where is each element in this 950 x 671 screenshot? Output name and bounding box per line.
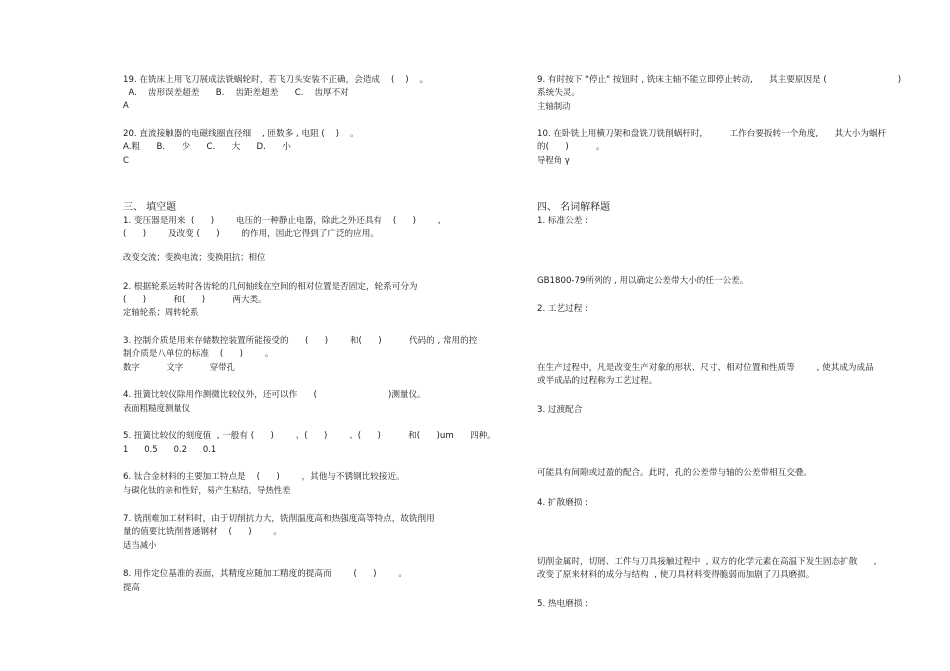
fill4-answer: 表面粗糙度测量仪 bbox=[123, 403, 190, 413]
section3-title: 三、 填空题 bbox=[123, 202, 177, 213]
term3-label: 3. 过渡配合 bbox=[537, 405, 583, 415]
q20-options: A.粗 B. 少 C. 大 D. 小 bbox=[123, 142, 291, 152]
fill8-line1: 8. 用作定位基准的表面，其精度应随加工精度的提高而 ( ) 。 bbox=[123, 569, 407, 579]
fill2-line1: 2. 根据轮系运转时各齿轮的几何轴线在空间的相对位置是否固定，轮系可分为 bbox=[123, 282, 418, 292]
fill6-line1: 6. 钛合金材料的主要加工特点是 ( ) ，其他与不锈钢比较接近。 bbox=[123, 472, 405, 482]
fill7-line2: 量的值要比铣削普通钢材 ( ) 。 bbox=[123, 527, 283, 537]
fill4-line1: 4. 扭簧比较仪除用作测微比较仪外，还可以作 ( )测量仪。 bbox=[123, 390, 426, 400]
fill1-answer: 改变交流；变换电流；变换阻抗；相位 bbox=[123, 252, 266, 262]
q19-options: A. 齿形误差超差 B. 齿距差超差 C. 齿厚不对 bbox=[123, 88, 349, 98]
term4-answer-line1: 切削金属时，切屑、工件与刀具接触过程中 , 双方的化学元素在高温下发生固态扩散 , bbox=[537, 557, 877, 567]
fill5-line1: 5. 扭簧比较仪的刻度值 , 一般有 ( ) 、( ) 、( ) 和( )um 四种。 bbox=[123, 431, 496, 441]
fill3-answer: 数字 文字 穿带孔 bbox=[123, 362, 235, 372]
q20-question: 20. 直流接触器的电磁线圈直径细 , 匝数多 , 电阻 ( ) 。 bbox=[123, 129, 359, 139]
term1-label: 1. 标准公差 : bbox=[537, 216, 588, 226]
fill1-line1: 1. 变压器是用来 ( ) 电压的一种静止电器，除此之外还具有 ( ) , bbox=[123, 216, 441, 226]
q9-question: 9. 有时按下 "停止" 按钮时 , 铣床主轴不能立即停止转动, 其主要原因是 ( ) bbox=[537, 75, 902, 85]
fill6-answer: 与碳化钛的亲和性好，易产生粘结，导热性差 bbox=[123, 485, 291, 495]
term2-answer-line2: 或半成品的过程称为工艺过程。 bbox=[537, 376, 658, 386]
q10-answer: 导程角 γ bbox=[537, 155, 570, 165]
fill1-line2: ( ) 及改变 ( ) 的作用，因此它得到了广泛的应用。 bbox=[123, 229, 379, 239]
term2-answer-line1: 在生产过程中，凡是改变生产对象的形状、尺寸、相对位置和性质等 , 使其成为成品 bbox=[537, 363, 874, 373]
term4-label: 4. 扩散磨损 : bbox=[537, 498, 588, 508]
fill2-answer: 定轴轮系；周转轮系 bbox=[123, 307, 199, 317]
fill7-answer: 适当减小 bbox=[123, 540, 157, 550]
term1-answer: GB1800-79所列的 , 用以确定公差带大小的任一公差。 bbox=[537, 276, 749, 286]
fill3-line2: 制介质是八单位的标准 ( ) 。 bbox=[123, 349, 274, 359]
q10-question-cont: 的( ) 。 bbox=[537, 142, 605, 152]
q19-answer: A bbox=[123, 100, 129, 110]
term5-label: 5. 热电磨损 : bbox=[537, 599, 588, 609]
q20-answer: C bbox=[123, 155, 129, 165]
q19-question: 19. 在铣床上用飞刀展成法铣蜗轮时，若飞刀头安装不正确，会造成 ( ) 。 bbox=[123, 75, 429, 85]
term2-label: 2. 工艺过程 : bbox=[537, 304, 588, 314]
section4-title: 四、 名词解释题 bbox=[537, 202, 611, 213]
q9-answer: 主轴制动 bbox=[537, 101, 571, 111]
fill3-line1: 3. 控制介质是用来存储数控装置所能接受的 ( ) 和( ) 代码的 , 常用的控 bbox=[123, 336, 478, 346]
fill2-line2: ( ) 和( ) 两大类。 bbox=[123, 295, 267, 305]
term4-answer-line2: 改变了原来材料的成分与结构 , 使刀具材料变得脆弱而加剧了刀具磨损。 bbox=[537, 570, 815, 580]
fill8-answer: 提高 bbox=[123, 582, 140, 592]
fill5-answer: 1 0.5 0.2 0.1 bbox=[123, 444, 217, 454]
term3-answer: 可能具有间隙或过盈的配合。此时，孔的公差带与轴的公差带相互交叠。 bbox=[537, 468, 813, 478]
q9-question-cont: 系统失灵。 bbox=[537, 88, 580, 98]
fill7-line1: 7. 铣削难加工材料时，由于切削抗力大，铣削温度高和热强度高等特点，故铣削用 bbox=[123, 514, 435, 524]
q10-question: 10. 在卧铣上用横刀架和盘铣刀铣削蜗杆时, 工作台要扳转一个角度, 其大小为蜗杆 bbox=[537, 129, 887, 139]
